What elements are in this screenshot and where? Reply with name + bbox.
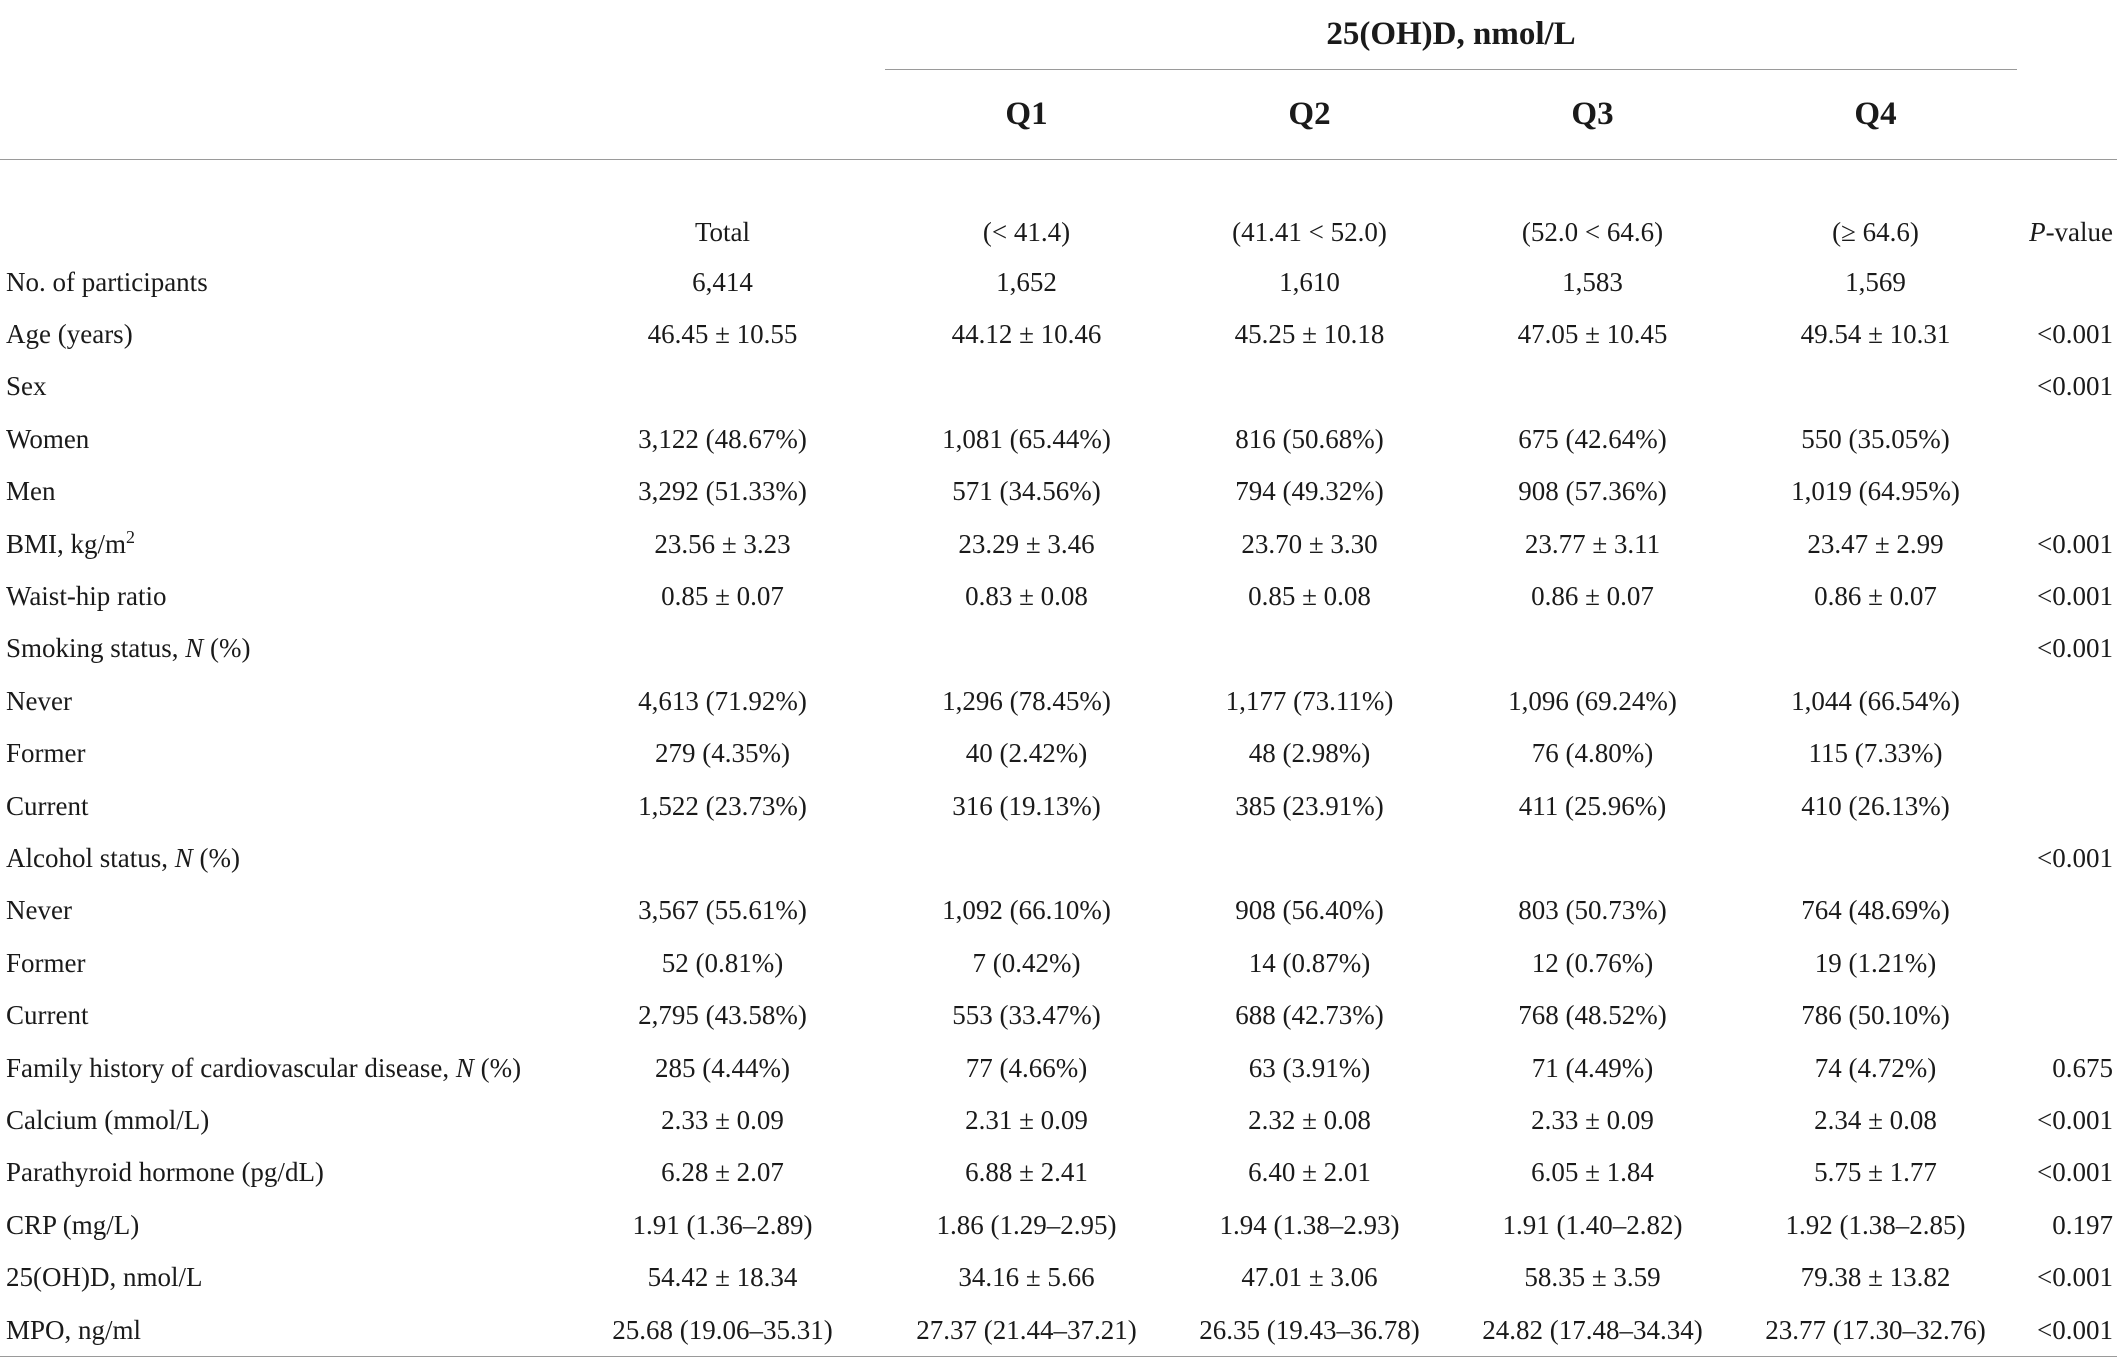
row-label-text: Never — [6, 685, 72, 716]
cell-total: 23.56 ± 3.23 — [654, 528, 791, 559]
cell-p-value: <0.001 — [2037, 1104, 2114, 1135]
cell-q3: 76 (4.80%) — [1531, 738, 1654, 769]
cell-q1: 6.88 ± 2.41 — [965, 1157, 1088, 1188]
cell-q2: 1,177 (73.11%) — [1225, 685, 1394, 716]
cell-q1: 77 (4.66%) — [965, 1052, 1088, 1083]
row-label — [0, 832, 560, 884]
row-label-text: No. of participants — [6, 266, 208, 297]
row-label — [0, 675, 560, 727]
cell-total: 3,292 (51.33%) — [638, 476, 807, 507]
row-label-text: Women — [6, 423, 90, 454]
cell-p-value: 0.675 — [2052, 1052, 2114, 1083]
cell-p-value — [2017, 885, 2117, 937]
row-label — [0, 413, 560, 465]
quartile-header-q4: Q4 — [1854, 96, 1897, 132]
cell-q1: 1.86 (1.29–2.95) — [936, 1209, 1117, 1240]
cell-total: 1,522 (23.73%) — [638, 790, 807, 821]
table-row — [0, 1147, 2117, 1199]
cell-p-value: <0.001 — [2037, 633, 2114, 664]
range-q4: (≥ 64.6) — [1832, 217, 1919, 247]
cell-total: 54.42 ± 18.34 — [647, 1262, 798, 1293]
cell-p-value — [2017, 256, 2117, 308]
quartile-header-row — [0, 70, 2117, 160]
cell-q3: 675 (42.64%) — [1518, 423, 1667, 454]
cell-q2: 63 (3.91%) — [1248, 1052, 1371, 1083]
cell-total: 46.45 ± 10.55 — [647, 319, 798, 350]
empty-header-cell — [0, 70, 560, 160]
row-label — [0, 1094, 560, 1146]
cell-total: 285 (4.44%) — [655, 1052, 790, 1083]
cell-q4: 5.75 ± 1.77 — [1814, 1157, 1937, 1188]
row-label — [0, 1042, 560, 1094]
cell-q2 — [1168, 832, 1451, 884]
cell-q3: 1,583 — [1562, 266, 1623, 297]
row-label — [0, 1147, 560, 1199]
table-row — [0, 780, 2117, 832]
table-row — [0, 361, 2117, 413]
row-label-superscript: 2 — [126, 526, 136, 547]
cell-q1 — [885, 623, 1168, 675]
cell-q3 — [1451, 361, 1734, 413]
cell-q4: 23.77 (17.30–32.76) — [1765, 1314, 1986, 1345]
empty-header-cell — [2017, 70, 2117, 160]
cell-p-value: <0.001 — [2037, 1314, 2114, 1345]
cell-q3: 71 (4.49%) — [1531, 1052, 1654, 1083]
row-label-text: Sex — [6, 371, 47, 402]
table-row — [0, 466, 2117, 518]
table-row — [0, 989, 2117, 1041]
range-q3: (52.0 < 64.6) — [1521, 217, 1664, 247]
cell-q2: 14 (0.87%) — [1248, 947, 1371, 978]
cell-q2: 1,610 — [1279, 266, 1340, 297]
row-label-text: Former — [6, 738, 86, 769]
cell-total: 0.85 ± 0.07 — [661, 581, 784, 612]
row-label-text: Men — [6, 476, 56, 507]
row-label-italic: N — [185, 633, 204, 664]
empty-header-cell — [0, 0, 560, 70]
table-row — [0, 570, 2117, 622]
cell-q4: 550 (35.05%) — [1801, 423, 1950, 454]
row-label-text: Age (years) — [6, 319, 133, 350]
p-value-suffix: -value — [2045, 217, 2114, 247]
table-row — [0, 1094, 2117, 1146]
cell-q3: 2.33 ± 0.09 — [1531, 1104, 1654, 1135]
cell-p-value: <0.001 — [2037, 1262, 2114, 1293]
cell-p-value — [2017, 989, 2117, 1041]
cell-q1: 1,296 (78.45%) — [942, 685, 1111, 716]
cell-q3: 411 (25.96%) — [1518, 790, 1667, 821]
cell-q1: 40 (2.42%) — [965, 738, 1088, 769]
cell-q4: 764 (48.69%) — [1801, 895, 1950, 926]
cell-q2: 385 (23.91%) — [1235, 790, 1384, 821]
cell-total — [560, 832, 885, 884]
quartile-header-q1: Q1 — [1005, 96, 1048, 132]
cell-total: 3,567 (55.61%) — [638, 895, 807, 926]
cell-q4: 0.86 ± 0.07 — [1814, 581, 1937, 612]
cell-q2 — [1168, 623, 1451, 675]
cell-q3 — [1451, 832, 1734, 884]
cell-p-value: <0.001 — [2037, 1157, 2114, 1188]
cell-p-value — [2017, 413, 2117, 465]
cell-q1: 23.29 ± 3.46 — [958, 528, 1095, 559]
cell-q1: 553 (33.47%) — [952, 1000, 1101, 1031]
table-row — [0, 832, 2117, 884]
cell-q2: 0.85 ± 0.08 — [1248, 581, 1371, 612]
row-label — [0, 466, 560, 518]
table-row — [0, 1199, 2117, 1251]
group-header-25ohd: 25(OH)D, nmol/L — [885, 0, 2017, 70]
cell-total — [560, 361, 885, 413]
p-value-italic: P — [2029, 217, 2046, 247]
cell-q3: 908 (57.36%) — [1518, 476, 1667, 507]
cell-q1: 27.37 (21.44–37.21) — [916, 1314, 1137, 1345]
cell-p-value: <0.001 — [2037, 581, 2114, 612]
cell-q4: 19 (1.21%) — [1814, 947, 1937, 978]
cell-total: 3,122 (48.67%) — [638, 423, 807, 454]
cell-p-value: <0.001 — [2037, 371, 2114, 402]
cell-q1: 571 (34.56%) — [952, 476, 1101, 507]
cell-q1: 7 (0.42%) — [972, 947, 1081, 978]
row-label-tail: (%) — [192, 842, 240, 873]
cell-total: 279 (4.35%) — [655, 738, 790, 769]
cell-q1: 0.83 ± 0.08 — [965, 581, 1088, 612]
cell-q3: 23.77 ± 3.11 — [1524, 528, 1661, 559]
cell-q2: 26.35 (19.43–36.78) — [1199, 1314, 1420, 1345]
cell-q2: 47.01 ± 3.06 — [1241, 1262, 1378, 1293]
row-label — [0, 780, 560, 832]
cell-q2: 688 (42.73%) — [1235, 1000, 1384, 1031]
table-row — [0, 728, 2117, 780]
cell-q4: 1,019 (64.95%) — [1791, 476, 1960, 507]
row-label-text: CRP (mg/L) — [6, 1209, 140, 1240]
row-label-text: Waist-hip ratio — [6, 581, 167, 612]
total-column-header: Total — [694, 217, 751, 247]
cell-q1 — [885, 361, 1168, 413]
cell-q1: 44.12 ± 10.46 — [951, 319, 1102, 350]
cell-q4: 1.92 (1.38–2.85) — [1785, 1209, 1966, 1240]
row-label-italic: N — [174, 842, 193, 873]
cell-q4 — [1734, 623, 2017, 675]
cell-p-value: <0.001 — [2037, 319, 2114, 350]
row-label-text: Parathyroid hormone (pg/dL) — [6, 1157, 324, 1188]
cell-q4: 2.34 ± 0.08 — [1814, 1104, 1937, 1135]
row-label — [0, 308, 560, 360]
table-row — [0, 675, 2117, 727]
row-label-tail: (%) — [203, 633, 251, 664]
cell-q3: 24.82 (17.48–34.34) — [1482, 1314, 1703, 1345]
table-row — [0, 1251, 2117, 1303]
row-label — [0, 256, 560, 308]
cell-total: 25.68 (19.06–35.31) — [612, 1314, 833, 1345]
cell-q1: 1,081 (65.44%) — [942, 423, 1111, 454]
quartile-header-q3: Q3 — [1571, 96, 1614, 132]
cell-q3: 12 (0.76%) — [1531, 947, 1654, 978]
range-header-row — [0, 160, 2117, 257]
cell-q2: 1.94 (1.38–2.93) — [1219, 1209, 1400, 1240]
row-label-text: Alcohol status, — [6, 842, 175, 873]
cell-q4: 786 (50.10%) — [1801, 1000, 1950, 1031]
cell-q2: 2.32 ± 0.08 — [1248, 1104, 1371, 1135]
range-q2: (41.41 < 52.0) — [1232, 217, 1387, 247]
cell-q4: 1,044 (66.54%) — [1791, 685, 1960, 716]
empty-cell — [0, 160, 560, 257]
cell-q2: 23.70 ± 3.30 — [1241, 528, 1378, 559]
row-label-text: Smoking status, — [6, 633, 186, 664]
row-label-text: Current — [6, 1000, 89, 1031]
cell-q3 — [1451, 623, 1734, 675]
cell-total: 2,795 (43.58%) — [638, 1000, 807, 1031]
empty-header-cell — [2017, 0, 2117, 70]
row-label — [0, 518, 560, 570]
row-label-text: Calcium (mmol/L) — [6, 1104, 210, 1135]
cell-q3: 1.91 (1.40–2.82) — [1502, 1209, 1683, 1240]
row-label — [0, 570, 560, 622]
cell-p-value: <0.001 — [2037, 528, 2114, 559]
cell-total — [560, 623, 885, 675]
cell-q3: 47.05 ± 10.45 — [1517, 319, 1668, 350]
cell-p-value — [2017, 466, 2117, 518]
cell-q4: 74 (4.72%) — [1814, 1052, 1937, 1083]
cell-q1: 316 (19.13%) — [952, 790, 1101, 821]
cell-q2: 45.25 ± 10.18 — [1234, 319, 1385, 350]
row-label-text: MPO, ng/ml — [6, 1314, 142, 1345]
cell-q3: 0.86 ± 0.07 — [1531, 581, 1654, 612]
cell-q4: 1,569 — [1845, 266, 1906, 297]
table-row — [0, 1042, 2117, 1094]
cell-total: 2.33 ± 0.09 — [661, 1104, 784, 1135]
table-row — [0, 937, 2117, 989]
cell-p-value — [2017, 937, 2117, 989]
cell-q4: 79.38 ± 13.82 — [1800, 1262, 1951, 1293]
cell-p-value: 0.197 — [2052, 1209, 2114, 1240]
quartile-header-q2: Q2 — [1288, 96, 1331, 132]
row-label — [0, 361, 560, 413]
cell-q4 — [1734, 832, 2017, 884]
table-row — [0, 256, 2117, 308]
cell-q2: 816 (50.68%) — [1235, 423, 1384, 454]
row-label-italic: N — [455, 1052, 474, 1083]
cell-total: 6.28 ± 2.07 — [661, 1157, 784, 1188]
cell-q3: 803 (50.73%) — [1518, 895, 1667, 926]
row-label-text: Former — [6, 947, 86, 978]
cell-total: 1.91 (1.36–2.89) — [632, 1209, 813, 1240]
cell-p-value: <0.001 — [2037, 842, 2114, 873]
cell-q3: 1,096 (69.24%) — [1508, 685, 1677, 716]
row-label — [0, 1251, 560, 1303]
cell-q3: 6.05 ± 1.84 — [1531, 1157, 1654, 1188]
empty-header-cell — [560, 70, 885, 160]
cell-q2: 6.40 ± 2.01 — [1248, 1157, 1371, 1188]
cell-q1: 1,652 — [996, 266, 1057, 297]
empty-header-cell — [560, 0, 885, 70]
cell-q1 — [885, 832, 1168, 884]
cell-q1: 1,092 (66.10%) — [942, 895, 1111, 926]
cell-q4: 23.47 ± 2.99 — [1807, 528, 1944, 559]
cell-q1: 2.31 ± 0.09 — [965, 1104, 1088, 1135]
group-header-row — [0, 0, 2117, 70]
row-label — [0, 937, 560, 989]
cell-total: 6,414 — [692, 266, 753, 297]
cell-p-value — [2017, 675, 2117, 727]
cell-q3: 768 (48.52%) — [1518, 1000, 1667, 1031]
cell-p-value — [2017, 780, 2117, 832]
table-row — [0, 518, 2117, 570]
row-label-text: Current — [6, 790, 89, 821]
cell-q2 — [1168, 361, 1451, 413]
row-label-text: Never — [6, 895, 72, 926]
row-label-text: BMI, kg/m — [6, 528, 127, 559]
cell-p-value — [2017, 728, 2117, 780]
p-value-column-header — [2017, 160, 2117, 257]
cell-total: 52 (0.81%) — [661, 947, 784, 978]
table-row — [0, 885, 2117, 937]
cell-q4: 115 (7.33%) — [1808, 738, 1943, 769]
table-row — [0, 623, 2117, 675]
row-label — [0, 1199, 560, 1251]
row-label — [0, 885, 560, 937]
row-label-tail: (%) — [473, 1052, 522, 1083]
cell-q4: 410 (26.13%) — [1801, 790, 1950, 821]
row-label — [0, 728, 560, 780]
row-label — [0, 989, 560, 1041]
cell-q3: 58.35 ± 3.59 — [1524, 1262, 1661, 1293]
table-row — [0, 413, 2117, 465]
cell-q2: 794 (49.32%) — [1235, 476, 1384, 507]
row-label-text: 25(OH)D, nmol/L — [6, 1262, 203, 1293]
cell-q4 — [1734, 361, 2017, 413]
cell-q4: 49.54 ± 10.31 — [1800, 319, 1951, 350]
cell-q2: 48 (2.98%) — [1248, 738, 1371, 769]
cell-q1: 34.16 ± 5.66 — [958, 1262, 1095, 1293]
table-row — [0, 308, 2117, 360]
row-label — [0, 623, 560, 675]
row-label-text: Family history of cardiovascular disease, — [6, 1052, 456, 1083]
range-q1: (< 41.4) — [982, 217, 1071, 247]
cell-q2: 908 (56.40%) — [1235, 895, 1384, 926]
cell-total: 4,613 (71.92%) — [638, 685, 807, 716]
